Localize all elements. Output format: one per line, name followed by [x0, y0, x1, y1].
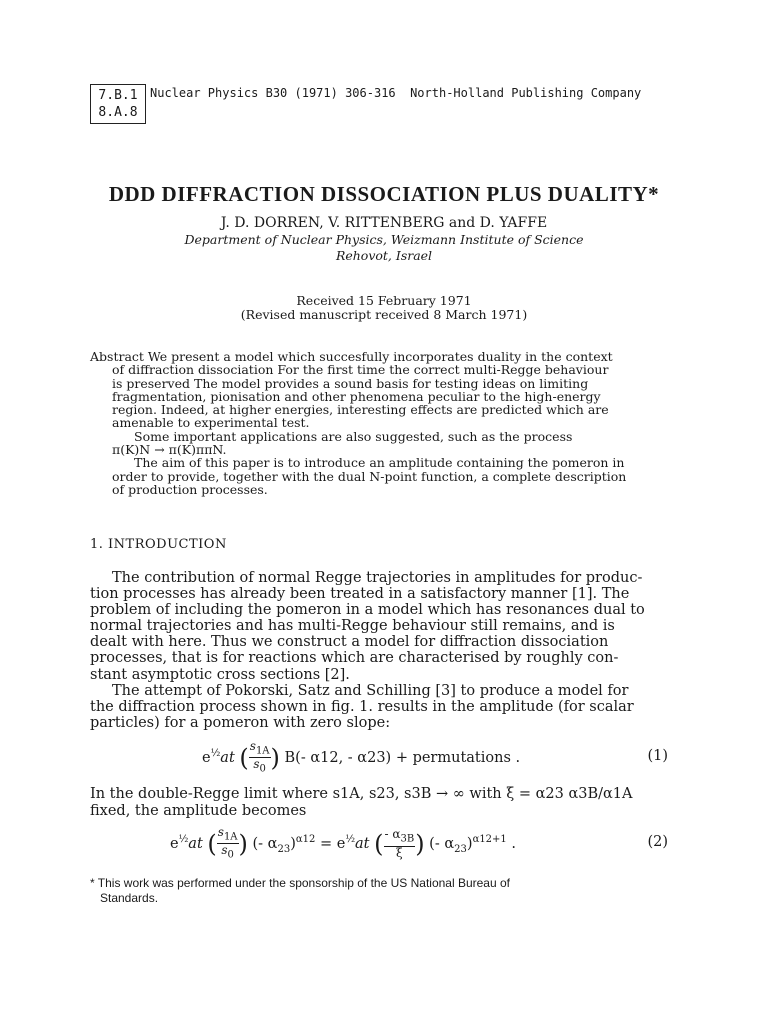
body-text-2	[90, 786, 668, 820]
abstract-line: order to provide, together with the dual N-point function, a complete description	[112, 468, 627, 484]
received-line: Received 15 February 1971	[296, 293, 472, 308]
paragraph-1	[90, 570, 658, 683]
body-line: tion processes has already been treated in a satisfactory manner [1]. The	[90, 586, 630, 603]
abstract-line: region. Indeed, at higher energies, interesting effects are predicted which are	[112, 402, 609, 418]
affiliation-line-2: Rehovot, Israel	[335, 248, 433, 263]
stamp-line-2: 8.A.8	[98, 105, 138, 120]
abstract-line: Abstract We present a model which succesfully incorporates duality in the context	[90, 349, 613, 364]
footnote-line: * This work was performed under the sponsorship of the US National Bureau of	[90, 876, 510, 890]
body-line: processes, that is for reactions which are characterised by roughly con-	[90, 650, 619, 667]
abstract	[90, 350, 670, 496]
body-line: fixed, the amplitude becomes	[90, 803, 307, 819]
author-list: J. D. DORREN, V. RITTENBERG and D. YAFFE	[220, 215, 548, 231]
paragraph-2	[90, 683, 658, 731]
equation-1-number: (1)	[647, 748, 668, 764]
paper-title: DDD DIFFRACTION DISSOCIATION PLUS DUALITY*	[108, 182, 660, 206]
body-line: In the double-Regge limit where s1A, s23, s3B → ∞ with ξ = α23 α3B/α1A	[90, 786, 633, 802]
equation-2	[90, 826, 668, 866]
abstract-line: Some important applications are also suggested, such as the process	[134, 428, 573, 444]
body-line: the diffraction process shown in fig. 1. results in the amplitude (for scalar	[90, 698, 634, 715]
abstract-line: of diffraction dissociation For the first time the correct multi-Regge behaviour	[112, 362, 609, 378]
body-text	[90, 570, 658, 731]
affiliation-line-1: Department of Nuclear Physics, Weizmann Institute of Science	[184, 232, 584, 247]
equation-1-expression: $e^{\frac{1}{2}}at$ ( $\frac{s_{1A}}{s_0}$ ) B(- α12, - α23) + permutations .	[202, 739, 521, 775]
equation-2-expression: $e^{\frac{1}{2}}at$ ( $\frac{s_{1A}}{s_0}$ ) (- $\alpha_{23})^{\alpha 12} = e^{\frac{1}{2}}at$ ( $\frac{- \alpha_{3B}}{\xi}$ ) (- $\alpha_{23})^{\alpha 12+1}$ .	[170, 825, 516, 861]
body-line: The attempt of Pokorski, Satz and Schilling [3] to produce a model for	[112, 682, 629, 699]
equation-1-tail: B(- α12, - α23) + permutations .	[284, 749, 521, 766]
footnote	[90, 876, 668, 906]
body-line: problem of including the pomeron in a model which has resonances dual to	[90, 602, 645, 619]
body-line: stant asymptotic cross sections [2].	[90, 666, 350, 683]
body-line: dealt with here. Thus we construct a model for diffraction dissociation	[90, 634, 609, 651]
abstract-line: fragmentation, pionisation and other phenomena peculiar to the high-energy	[112, 388, 601, 404]
affiliation	[0, 232, 768, 264]
section-heading: 1. INTRODUCTION	[90, 537, 227, 552]
received-dates	[0, 294, 768, 322]
abstract-line: amenable to experimental test.	[112, 415, 310, 431]
abstract-line: of production processes.	[112, 481, 268, 497]
body-line: particles) for a pomeron with zero slope:	[90, 714, 391, 731]
equation-2-number: (2)	[647, 834, 668, 850]
body-line: The contribution of normal Regge trajectories in amplitudes for produc-	[112, 570, 643, 586]
equation-1	[90, 740, 668, 780]
abstract-line: The aim of this paper is to introduce an amplitude containing the pomeron in	[134, 455, 625, 471]
revised-line: (Revised manuscript received 8 March 1971)	[240, 307, 528, 322]
body-line: normal trajectories and has multi-Regge behaviour still remains, and is	[90, 618, 615, 635]
library-stamp	[90, 84, 146, 124]
footnote-line: Standards.	[100, 891, 159, 905]
stamp-line-1: 7.B.1	[98, 88, 138, 103]
abstract-line: is preserved The model provides a sound basis for testing ideas on limiting	[112, 375, 589, 391]
journal-citation: Nuclear Physics B30 (1971) 306-316 North-Holland Publishing Company	[150, 86, 642, 100]
abstract-line: π(K)N → π(K)ππN.	[112, 442, 227, 458]
